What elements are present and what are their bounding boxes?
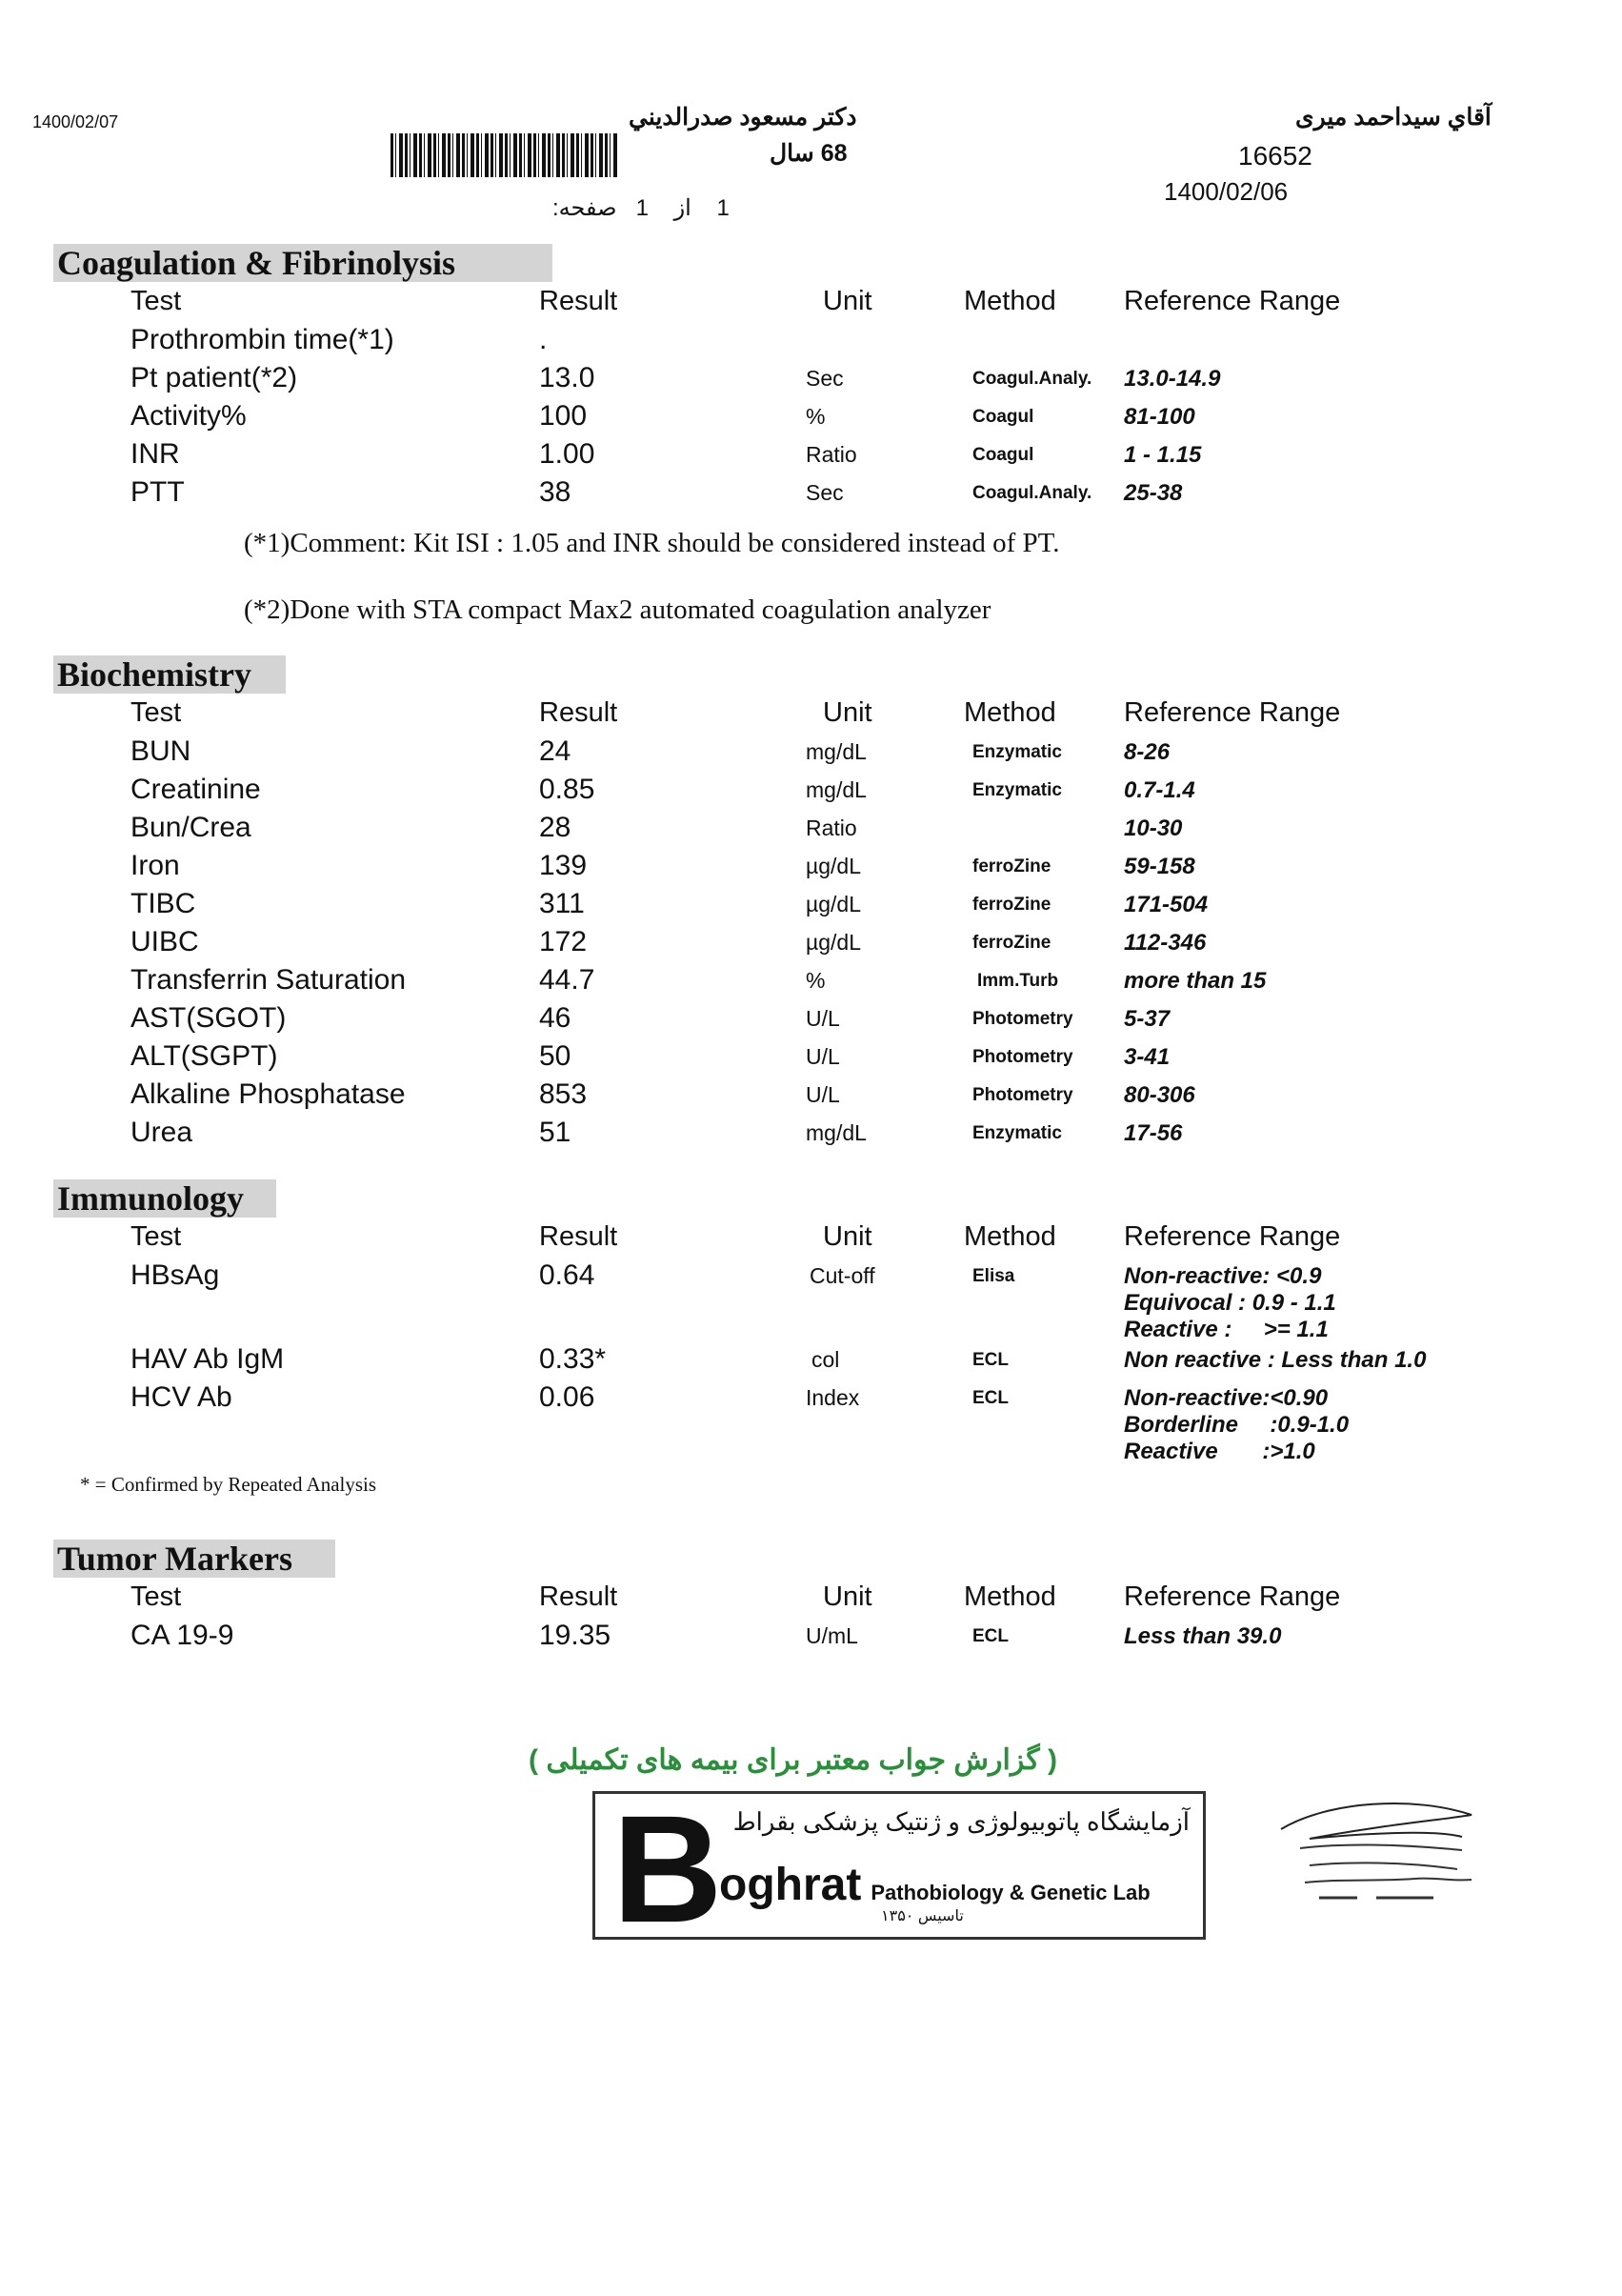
test-result: 100 bbox=[539, 400, 588, 432]
test-result: 0.06 bbox=[539, 1381, 595, 1413]
test-method: ferroZine bbox=[972, 856, 1051, 876]
test-name: PTT bbox=[130, 476, 185, 508]
table-row bbox=[53, 774, 1577, 812]
test-method: Enzymatic bbox=[972, 1123, 1062, 1143]
patient-age: 68 سال bbox=[770, 140, 848, 167]
table-row bbox=[53, 1002, 1577, 1040]
table-header bbox=[53, 697, 1577, 735]
test-ref: 1 - 1.15 bbox=[1124, 442, 1202, 468]
table-row bbox=[53, 400, 1577, 438]
test-unit: Cut-off bbox=[810, 1263, 875, 1288]
comment-1: (*1)Comment: Kit ISI : 1.05 and INR should be considered instead of PT. bbox=[244, 528, 1060, 558]
col-result: Result bbox=[539, 697, 618, 728]
test-method: ECL bbox=[972, 1350, 1009, 1370]
table-row bbox=[53, 362, 1577, 400]
test-ref: 171-504 bbox=[1124, 892, 1209, 917]
comment-2: (*2)Done with STA compact Max2 automated coagulation analyzer bbox=[244, 594, 991, 625]
test-unit: Sec bbox=[806, 480, 844, 505]
test-method: Enzymatic bbox=[972, 780, 1062, 800]
admission-date: 1400/02/06 bbox=[1164, 177, 1289, 206]
table-row bbox=[53, 1343, 1577, 1381]
table-row bbox=[53, 1040, 1577, 1078]
table-row bbox=[53, 438, 1577, 476]
test-result: 853 bbox=[539, 1078, 588, 1110]
test-ref: more than 15 bbox=[1124, 968, 1267, 994]
test-name: Bun/Crea bbox=[130, 812, 251, 843]
test-unit: µg/dL bbox=[806, 854, 862, 878]
test-name: Iron bbox=[130, 850, 180, 881]
test-method: ferroZine bbox=[972, 895, 1051, 915]
test-name: CA 19-9 bbox=[130, 1620, 234, 1651]
section-title: Biochemistry bbox=[53, 655, 286, 694]
test-method: Imm.Turb bbox=[977, 971, 1059, 991]
test-method: Photometry bbox=[972, 1047, 1073, 1067]
col-result: Result bbox=[539, 1221, 618, 1252]
test-result: 24 bbox=[539, 735, 571, 767]
test-name: TIBC bbox=[130, 888, 196, 919]
test-name: Pt patient(*2) bbox=[130, 362, 298, 393]
col-ref: Reference Range bbox=[1124, 1221, 1341, 1252]
col-unit: Unit bbox=[823, 697, 872, 728]
test-method: Enzymatic bbox=[972, 742, 1062, 762]
test-name: Urea bbox=[130, 1117, 193, 1148]
col-test: Test bbox=[130, 286, 182, 316]
lab-name-fa: آزمایشگاه پاتوبیولوژی و ژنتیک پزشکی بقراط bbox=[732, 1807, 1190, 1836]
test-method: Coagul bbox=[972, 445, 1034, 465]
test-unit: mg/dL bbox=[806, 739, 867, 764]
page-of: از bbox=[673, 195, 691, 221]
test-result: 46 bbox=[539, 1002, 571, 1034]
test-name: HCV Ab bbox=[130, 1381, 232, 1413]
table-row bbox=[53, 850, 1577, 888]
lab-name-en bbox=[719, 1859, 1151, 1911]
footnote: * = Confirmed by Repeated Analysis bbox=[80, 1473, 377, 1496]
col-method: Method bbox=[964, 697, 1056, 728]
table-row bbox=[53, 1259, 1577, 1298]
test-result: 139 bbox=[539, 850, 588, 881]
test-unit: U/L bbox=[806, 1006, 840, 1031]
section-title: Immunology bbox=[53, 1179, 276, 1218]
col-ref: Reference Range bbox=[1124, 1581, 1341, 1612]
test-unit: Sec bbox=[806, 366, 844, 391]
col-result: Result bbox=[539, 1581, 618, 1612]
col-test: Test bbox=[130, 1581, 182, 1612]
lab-logo bbox=[592, 1783, 1206, 1954]
test-ref: 112-346 bbox=[1124, 930, 1207, 956]
test-ref: 10-30 bbox=[1124, 816, 1183, 841]
section-title: Tumor Markers bbox=[53, 1540, 335, 1578]
test-result: 0.85 bbox=[539, 774, 595, 805]
test-name: Activity% bbox=[130, 400, 247, 432]
page-total: 1 bbox=[716, 195, 730, 221]
test-method: ferroZine bbox=[972, 933, 1051, 953]
col-ref: Reference Range bbox=[1124, 286, 1341, 316]
test-method: ECL bbox=[972, 1388, 1009, 1408]
table-row bbox=[53, 1117, 1577, 1155]
col-unit: Unit bbox=[823, 286, 872, 316]
test-name: HBsAg bbox=[130, 1259, 220, 1291]
founded-year: تاسیس ۱۳۵۰ bbox=[881, 1908, 964, 1924]
test-name: Transferrin Saturation bbox=[130, 964, 407, 996]
test-method: ECL bbox=[972, 1626, 1009, 1646]
test-ref: 81-100 bbox=[1124, 404, 1195, 430]
test-result: 38 bbox=[539, 476, 571, 508]
test-name: INR bbox=[130, 438, 180, 470]
test-result: 50 bbox=[539, 1040, 571, 1072]
table-header bbox=[53, 1581, 1577, 1620]
immuno-section bbox=[53, 1179, 1577, 1464]
table-row bbox=[53, 324, 1577, 362]
test-name: Prothrombin time(*1) bbox=[130, 324, 394, 355]
table-row bbox=[53, 1078, 1577, 1117]
test-name: Alkaline Phosphatase bbox=[130, 1078, 406, 1110]
test-result: 28 bbox=[539, 812, 571, 843]
test-method: Elisa bbox=[972, 1266, 1015, 1286]
col-test: Test bbox=[130, 697, 182, 728]
table-row bbox=[53, 964, 1577, 1002]
col-test: Test bbox=[130, 1221, 182, 1252]
test-name: ALT(SGPT) bbox=[130, 1040, 278, 1072]
test-ref: 3-41 bbox=[1124, 1044, 1171, 1070]
table-row bbox=[53, 1620, 1577, 1658]
test-method: Coagul.Analy. bbox=[972, 483, 1092, 503]
col-method: Method bbox=[964, 1221, 1056, 1252]
test-ref: 0.7-1.4 bbox=[1124, 777, 1195, 803]
test-result: 13.0 bbox=[539, 362, 595, 393]
signature-stamp bbox=[1272, 1791, 1491, 1924]
section-title: Coagulation & Fibrinolysis bbox=[53, 244, 552, 282]
page-indicator bbox=[552, 194, 730, 222]
table-header bbox=[53, 286, 1577, 324]
test-unit: col bbox=[811, 1347, 840, 1372]
table-row bbox=[53, 476, 1577, 514]
logo-letter: B bbox=[612, 1783, 723, 1954]
coag-section bbox=[53, 244, 1577, 625]
test-result: . bbox=[539, 324, 548, 355]
test-result: 0.64 bbox=[539, 1259, 595, 1291]
test-result: 172 bbox=[539, 926, 588, 957]
test-unit: U/L bbox=[806, 1082, 840, 1107]
test-name: UIBC bbox=[130, 926, 199, 957]
test-unit: U/mL bbox=[806, 1623, 858, 1648]
print-date: 1400/02/07 bbox=[32, 112, 119, 131]
test-unit: % bbox=[806, 968, 826, 993]
test-ref: 13.0-14.9 bbox=[1124, 366, 1221, 392]
test-ref: 80-306 bbox=[1124, 1082, 1195, 1108]
test-unit: µg/dL bbox=[806, 930, 862, 955]
table-row bbox=[53, 812, 1577, 850]
doctor-name: دکتر مسعود صدرالديني bbox=[629, 104, 857, 131]
col-result: Result bbox=[539, 286, 618, 316]
col-unit: Unit bbox=[823, 1221, 872, 1252]
test-unit: µg/dL bbox=[806, 892, 862, 916]
col-ref: Reference Range bbox=[1124, 697, 1341, 728]
test-result: 311 bbox=[539, 888, 585, 919]
test-result: 44.7 bbox=[539, 964, 595, 996]
test-unit: mg/dL bbox=[806, 777, 867, 802]
table-row bbox=[53, 926, 1577, 964]
patient-id: 16652 bbox=[1238, 141, 1312, 171]
biochem-section bbox=[53, 655, 1577, 1148]
lab-name-en-big: oghrat bbox=[719, 1860, 862, 1910]
barcode bbox=[390, 133, 619, 177]
test-name: BUN bbox=[130, 735, 191, 767]
test-unit: Index bbox=[806, 1385, 860, 1410]
test-ref: Non-reactive: <0.9 Equivocal : 0.9 - 1.1 Reactive : >= 1.1 bbox=[1124, 1263, 1336, 1342]
test-name: Creatinine bbox=[130, 774, 261, 805]
test-method: Photometry bbox=[972, 1085, 1073, 1105]
test-result: 0.33* bbox=[539, 1343, 607, 1375]
test-result: 51 bbox=[539, 1117, 571, 1148]
test-result: 19.35 bbox=[539, 1620, 611, 1651]
test-name: HAV Ab IgM bbox=[130, 1343, 285, 1375]
test-ref: Less than 39.0 bbox=[1124, 1623, 1282, 1649]
lab-name-en-small: Pathobiology & Genetic Lab bbox=[871, 1881, 1151, 1904]
table-header bbox=[53, 1221, 1577, 1259]
test-unit: % bbox=[806, 404, 826, 429]
table-row bbox=[53, 735, 1577, 774]
test-ref: Non-reactive:<0.90 Borderline :0.9-1.0 Reactive :>1.0 bbox=[1124, 1385, 1350, 1464]
insurance-note: ( گزارش جواب معتبر برای بیمه های تکمیلی ) bbox=[529, 1744, 1057, 1776]
test-ref: 25-38 bbox=[1124, 480, 1183, 506]
test-unit: Ratio bbox=[806, 442, 857, 467]
page-label: صفحه: bbox=[552, 195, 617, 221]
test-unit: Ratio bbox=[806, 816, 857, 840]
test-ref: 8-26 bbox=[1124, 739, 1171, 765]
test-unit: mg/dL bbox=[806, 1120, 867, 1145]
page-num: 1 bbox=[635, 195, 649, 221]
test-name: AST(SGOT) bbox=[130, 1002, 287, 1034]
test-ref: 17-56 bbox=[1124, 1120, 1183, 1146]
test-ref: 5-37 bbox=[1124, 1006, 1171, 1032]
test-method: Coagul.Analy. bbox=[972, 369, 1092, 389]
patient-name: آقاي سيداحمد ميری bbox=[1295, 104, 1492, 131]
test-ref: 59-158 bbox=[1124, 854, 1195, 879]
col-unit: Unit bbox=[823, 1581, 872, 1612]
tumor-section bbox=[53, 1540, 1577, 1651]
table-row bbox=[53, 888, 1577, 926]
col-method: Method bbox=[964, 286, 1056, 316]
test-method: Coagul bbox=[972, 407, 1034, 427]
test-unit: U/L bbox=[806, 1044, 840, 1069]
test-method: Photometry bbox=[972, 1009, 1073, 1029]
test-ref: Non reactive : Less than 1.0 bbox=[1124, 1347, 1427, 1373]
test-result: 1.00 bbox=[539, 438, 595, 470]
col-method: Method bbox=[964, 1581, 1056, 1612]
